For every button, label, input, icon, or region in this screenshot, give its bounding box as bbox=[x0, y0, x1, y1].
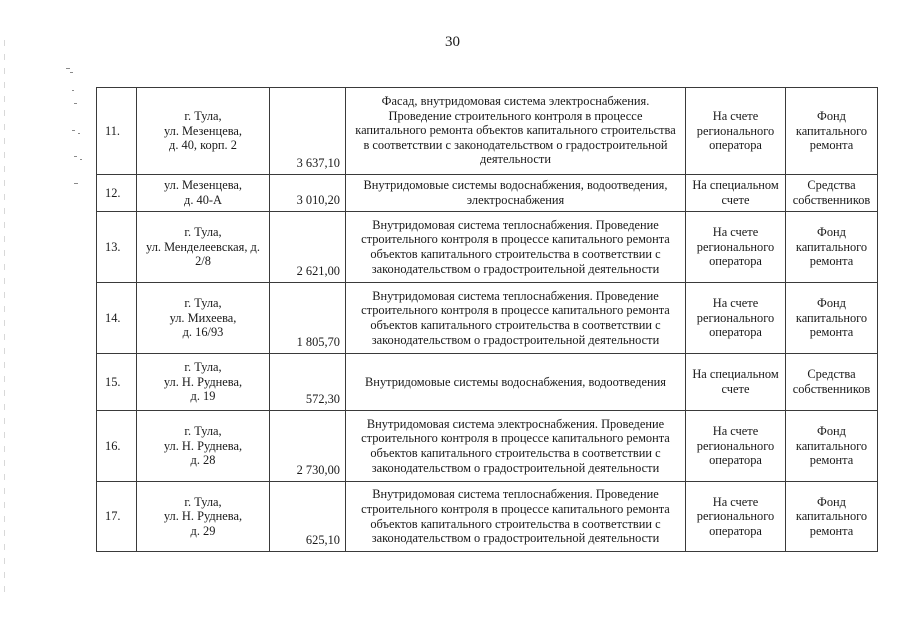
cost-cell: 3 637,10 bbox=[270, 88, 346, 175]
address-cell: г. Тула, ул. Н. Руднева, д. 28 bbox=[137, 411, 270, 482]
funding-source-cell: Фонд капитального ремонта bbox=[786, 482, 878, 552]
funding-source-cell: Фонд капитального ремонта bbox=[786, 212, 878, 283]
row-number: 14. bbox=[97, 283, 137, 354]
account-type-cell: На специальном счете bbox=[686, 175, 786, 212]
table-row bbox=[97, 482, 878, 552]
cost-cell: 2 621,00 bbox=[270, 212, 346, 283]
account-type-cell: На счете регионального оператора bbox=[686, 411, 786, 482]
row-number: 15. bbox=[97, 354, 137, 411]
account-type-cell: На счете регионального оператора bbox=[686, 482, 786, 552]
address-cell: г. Тула, ул. Мезенцева, д. 40, корп. 2 bbox=[137, 88, 270, 175]
cost-cell: 3 010,20 bbox=[270, 175, 346, 212]
address-cell: г. Тула, ул. Н. Руднева, д. 29 bbox=[137, 482, 270, 552]
row-number: 16. bbox=[97, 411, 137, 482]
repair-program-table bbox=[96, 87, 878, 552]
scan-edge-line bbox=[4, 40, 5, 600]
page-number: 30 bbox=[445, 34, 460, 50]
row-number: 17. bbox=[97, 482, 137, 552]
work-type-cell: Внутридомовая система теплоснабжения. Проведение строительного контроля в процессе капитального ремонта объектов капитального строительства в соответствии с законодательством о градостроительной деятельности bbox=[346, 283, 686, 354]
address-cell: г. Тула, ул. Менделеевская, д. 2/8 bbox=[137, 212, 270, 283]
row-number: 12. bbox=[97, 175, 137, 212]
funding-source-cell: Фонд капитального ремонта bbox=[786, 283, 878, 354]
work-type-cell: Фасад, внутридомовая система электроснабжения. Проведение строительного контроля в процессе капитального ремонта объектов капитального строительства в соответствии с законодательством о градостроительной деятельности bbox=[346, 88, 686, 175]
table-row bbox=[97, 283, 878, 354]
cost-cell: 572,30 bbox=[270, 354, 346, 411]
address-cell: г. Тула, ул. Михеева, д. 16/93 bbox=[137, 283, 270, 354]
account-type-cell: На счете регионального оператора bbox=[686, 88, 786, 175]
work-type-cell: Внутридомовая система теплоснабжения. Проведение строительного контроля в процессе капитального ремонта объектов капитального строительства в соответствии с законодательством о градостроительной деятельности bbox=[346, 212, 686, 283]
row-number: 11. bbox=[97, 88, 137, 175]
table-row bbox=[97, 411, 878, 482]
account-type-cell: На счете регионального оператора bbox=[686, 283, 786, 354]
account-type-cell: На специальном счете bbox=[686, 354, 786, 411]
funding-source-cell: Средства собственников bbox=[786, 175, 878, 212]
address-cell: ул. Мезенцева, д. 40-А bbox=[137, 175, 270, 212]
funding-source-cell: Фонд капитального ремонта bbox=[786, 88, 878, 175]
cost-cell: 625,10 bbox=[270, 482, 346, 552]
table-row bbox=[97, 88, 878, 175]
table-row bbox=[97, 175, 878, 212]
cost-cell: 1 805,70 bbox=[270, 283, 346, 354]
work-type-cell: Внутридомовые системы водоснабжения, водоотведения, электроснабжения bbox=[346, 175, 686, 212]
row-number: 13. bbox=[97, 212, 137, 283]
work-type-cell: Внутридомовая система электроснабжения. Проведение строительного контроля в процессе капитального ремонта объектов капитального строительства в соответствии с законодательством о градостроительной деятельности bbox=[346, 411, 686, 482]
cost-cell: 2 730,00 bbox=[270, 411, 346, 482]
scan-artifact-marks bbox=[60, 60, 90, 200]
account-type-cell: На счете регионального оператора bbox=[686, 212, 786, 283]
table-row bbox=[97, 212, 878, 283]
table-row bbox=[97, 354, 878, 411]
work-type-cell: Внутридомовые системы водоснабжения, водоотведения bbox=[346, 354, 686, 411]
address-cell: г. Тула, ул. Н. Руднева, д. 19 bbox=[137, 354, 270, 411]
funding-source-cell: Фонд капитального ремонта bbox=[786, 411, 878, 482]
work-type-cell: Внутридомовая система теплоснабжения. Проведение строительного контроля в процессе капитального ремонта объектов капитального строительства в соответствии с законодательством о градостроительной деятельности bbox=[346, 482, 686, 552]
funding-source-cell: Средства собственников bbox=[786, 354, 878, 411]
